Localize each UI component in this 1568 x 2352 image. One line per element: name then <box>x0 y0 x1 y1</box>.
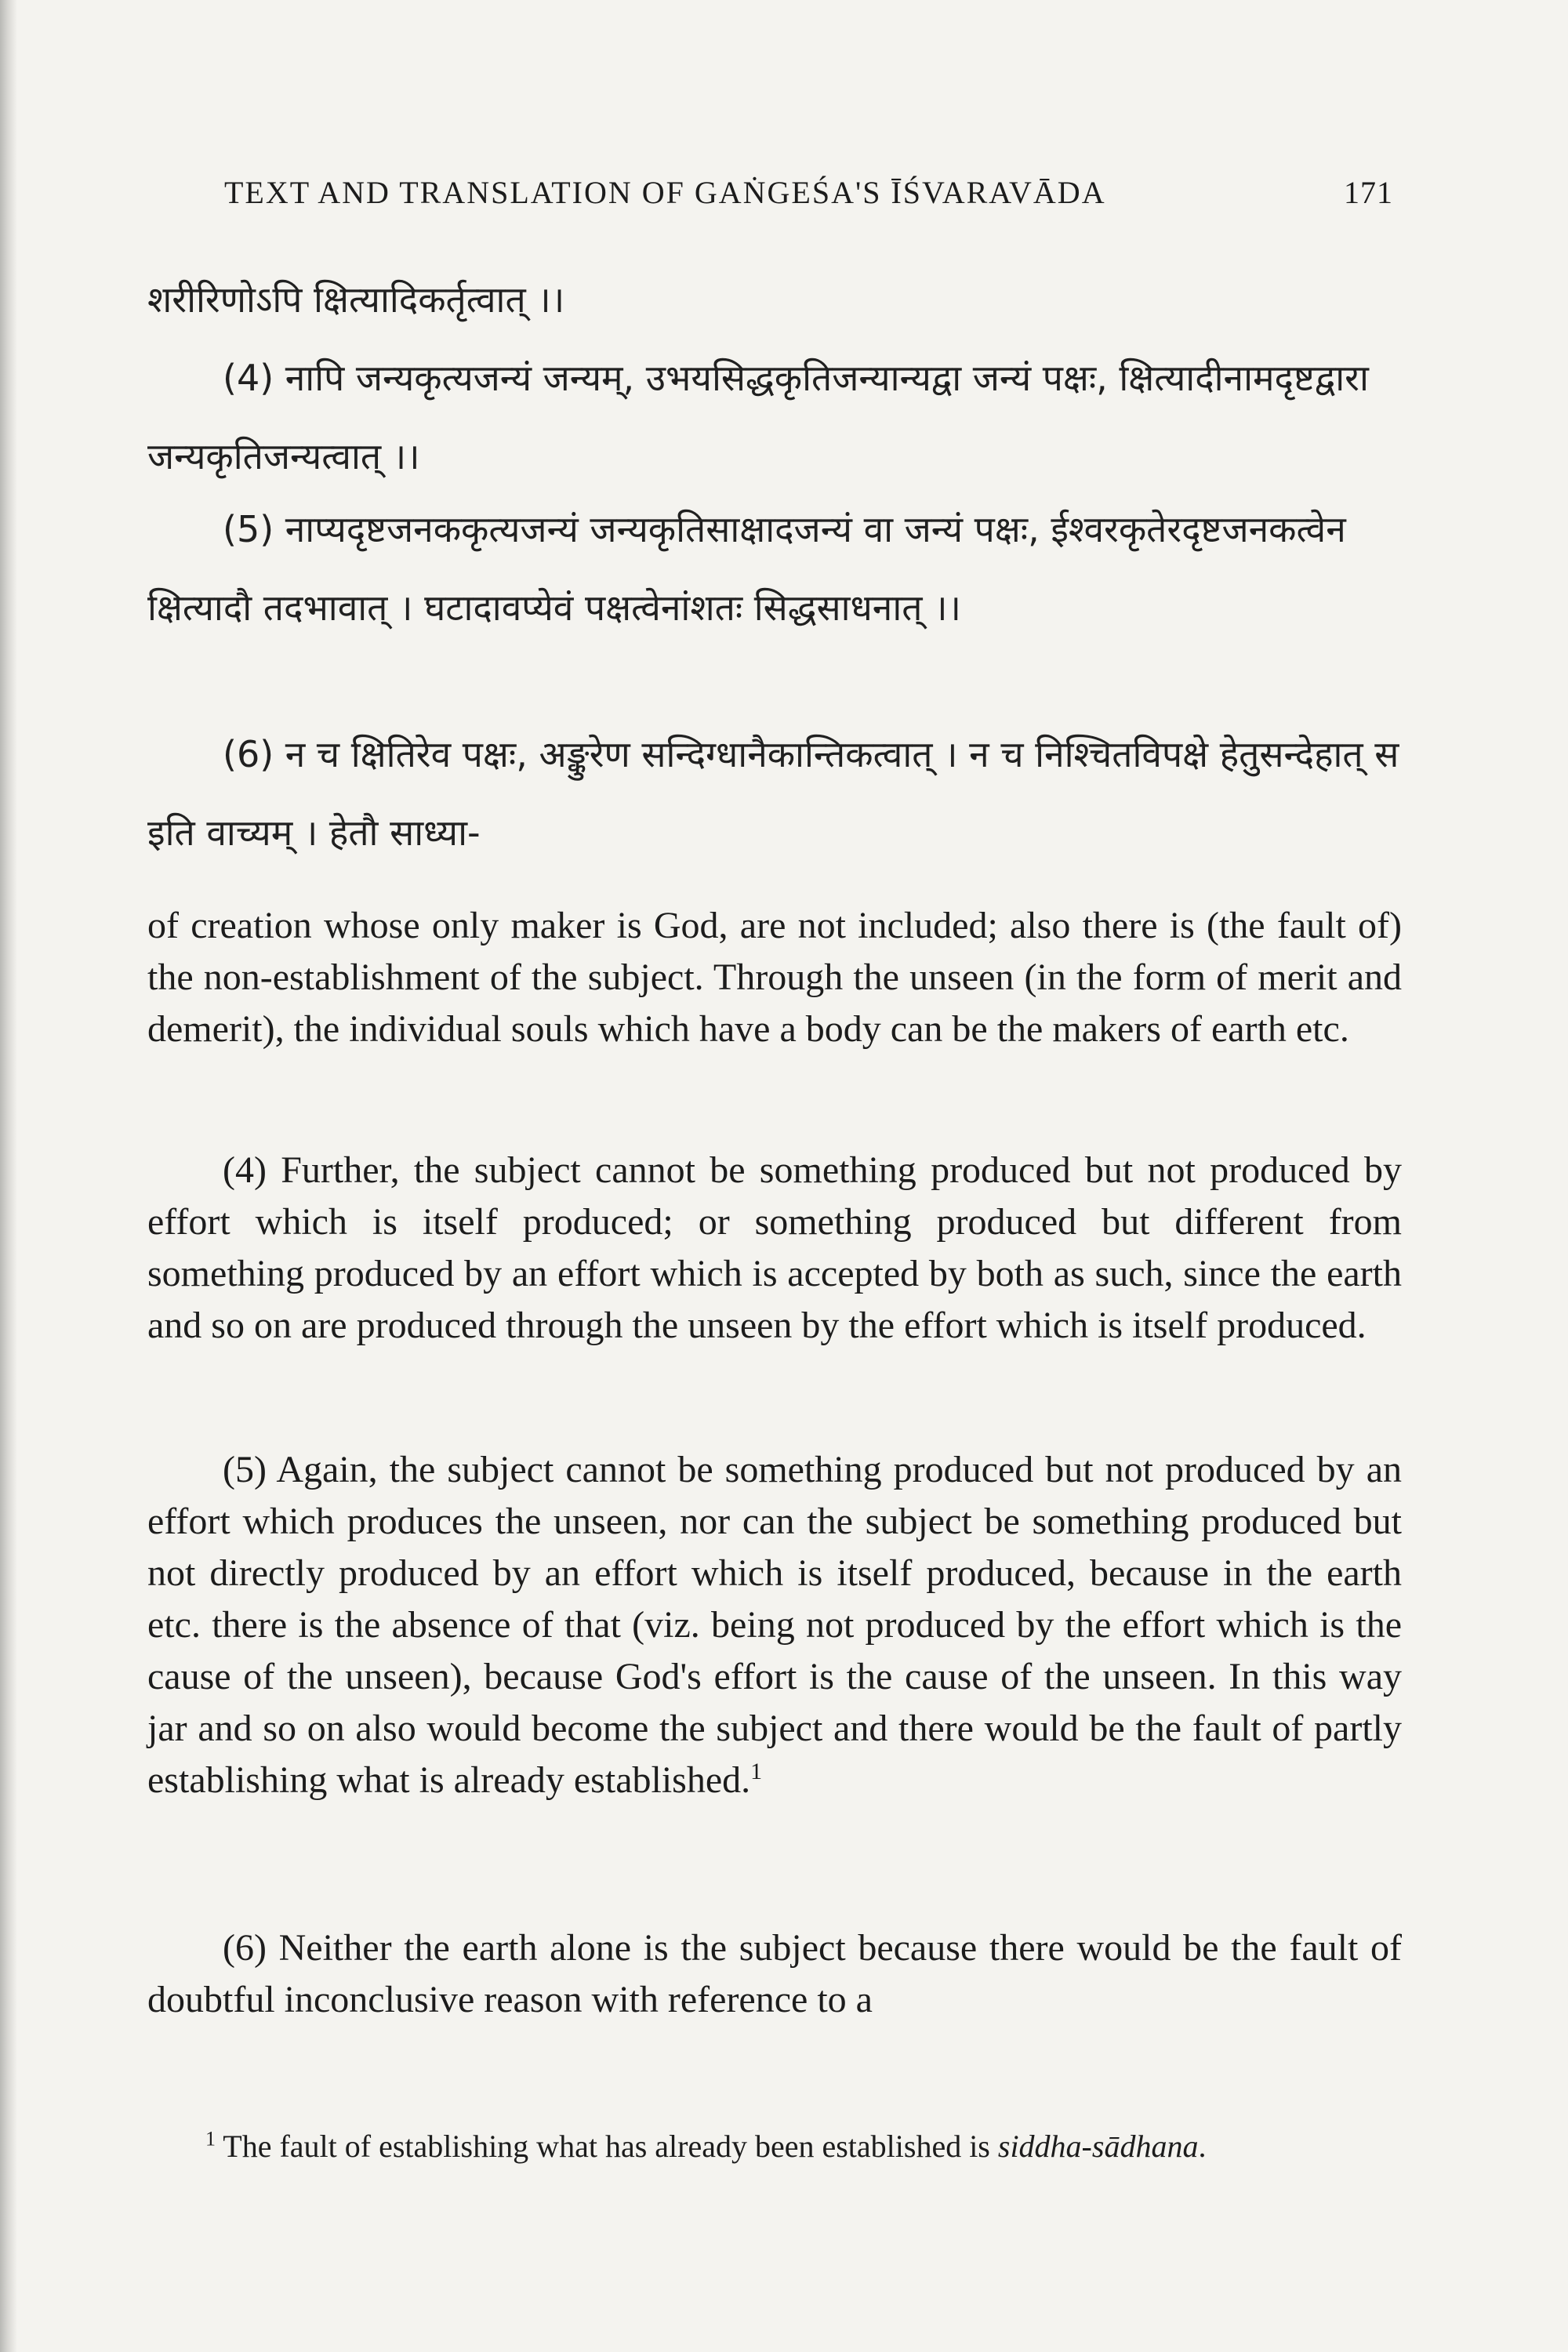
translation-continuation <box>147 900 1402 1055</box>
translation-paragraph-5 <box>147 1444 1402 1806</box>
translation-paragraph-4: (4) Further, the subject cannot be something produced but not produced by effort which is itself produced; or something produced but different from something produced by an effort which is accepted by both as such, since the earth and so on are produced through the unseen by the effort which is itself produced. <box>147 1149 1402 1346</box>
translation-block-4 <box>147 1145 1402 1352</box>
translation-paragraph-cont: of creation whose only maker is God, are not included; also there is (the fault of) the non-establishment of the subject. Through the unseen (in the form of merit and demerit), the individual souls which have a body can be the makers of earth etc. <box>147 905 1402 1050</box>
footnote <box>130 2126 1400 2167</box>
header-title: TEXT AND TRANSLATION OF GAṄGEŚA'S ĪŚVARAVĀDA <box>224 175 1106 210</box>
footnote-term: siddha-sādhana <box>997 2129 1199 2164</box>
sanskrit-intro-line: शरीरिणोऽपि क्षित्यादिकर्तृत्वात् ।। <box>147 278 565 321</box>
page-number: 171 <box>1344 175 1393 210</box>
footnote-text: The fault of establishing what has already been established is <box>223 2129 990 2164</box>
footnote-reference: 1 <box>750 1759 763 1784</box>
translation-block-6 <box>147 1922 1402 2026</box>
translation-paragraph-6: (6) Neither the earth alone is the subject because there would be the fault of doubtful inconclusive reason with reference to a <box>147 1927 1402 2020</box>
footnote-marker: 1 <box>205 2127 216 2151</box>
translation-block-5 <box>147 1444 1402 1806</box>
footnote-end: . <box>1198 2129 1207 2164</box>
sanskrit-paragraph-6: (6) न च क्षितिरेव पक्षः, अङ्कुरेण सन्दिग्धानैकान्तिकत्वात् । न च निश्चितविपक्षे हेतुसन्देहात् स इति वाच्यम् । हेतौ साध्या- <box>147 733 1399 854</box>
sanskrit-paragraph-5: (5) नाप्यदृष्टजनककृत्यजन्यं जन्यकृतिसाक्षादजन्यं वा जन्यं पक्षः, ईश्वरकृतेरदृष्टजनकत्वेन क्षित्यादौ तदभावात् । घटादावप्येवं पक्षत्वेनांशतः सिद्धसाधनात् ।। <box>147 508 1346 629</box>
sanskrit-paragraph-4: (4) नापि जन्यकृत्यजन्यं जन्यम्, उभयसिद्धकृतिजन्यान्यद्वा जन्यं पक्षः, क्षित्यादीनामदृष्टद्वारा जन्यकृतिजन्यत्वात् ।। <box>147 357 1369 477</box>
page-edge <box>0 0 17 2352</box>
running-head <box>224 174 1400 211</box>
translation-paragraph-5-text: (5) Again, the subject cannot be something produced but not produced by an effort which produces the unseen, nor can the subject be something produced but not directly produced by an effort which is itself produced, because in the earth etc. there is the absence of that (viz. being not produced by the effort which is the cause of the unseen), because God's effort is the cause of the unseen. In this way jar and so on also would become the subject and there would be the fault of partly establishing what is already established. <box>147 1449 1402 1801</box>
